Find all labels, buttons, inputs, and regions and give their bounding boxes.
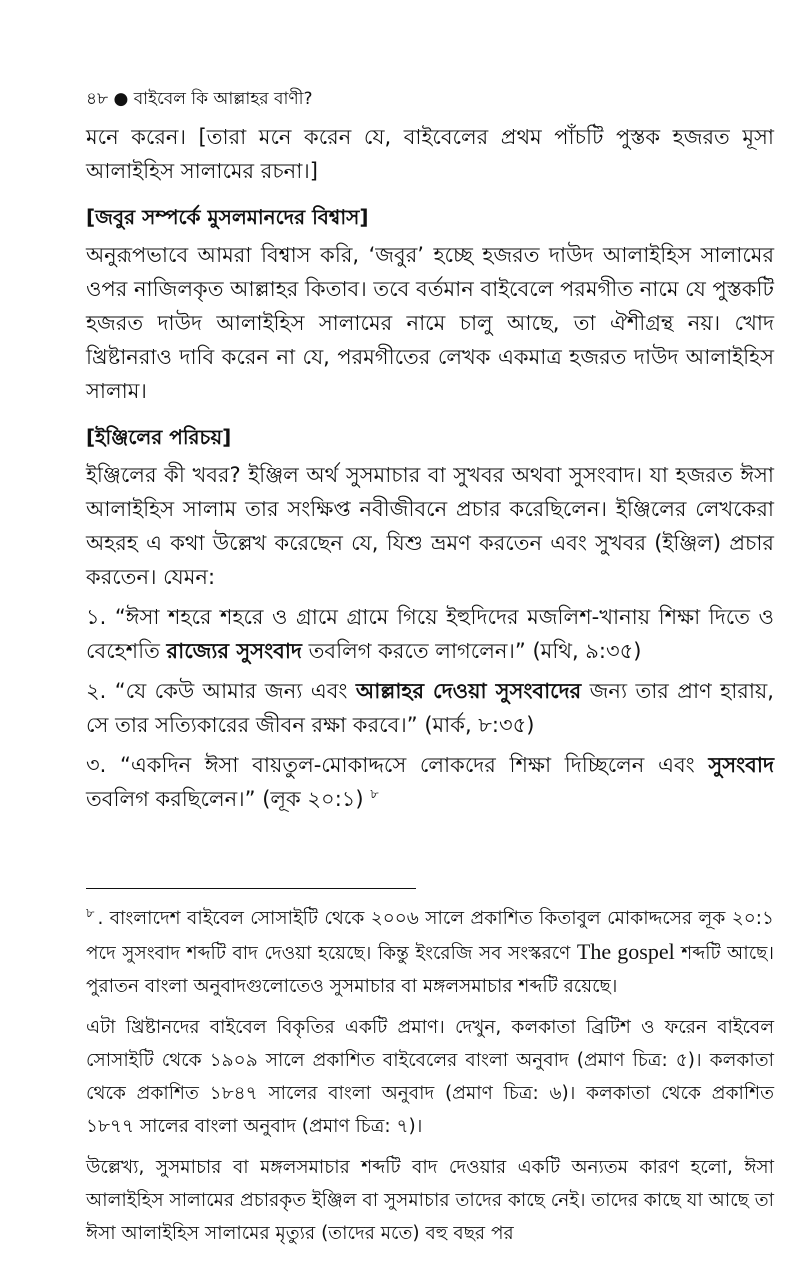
heading-injil: [ইঞ্জিলের পরিচয়] [86,425,232,449]
running-header: ৪৮ ● বাইবেল কি আল্লাহর বাণী? [86,89,313,109]
paragraph-intro: মনে করেন। [তারা মনে করেন যে, বাইবেলের প্রথম পাঁচটি পুস্তক হজরত মূসা আলাইহিস সালামের রচনা।] [86,125,774,183]
footnote-2: এটা খ্রিষ্টানদের বাইবেল বিকৃতির একটি প্রমাণ। দেখুন, কলকাতা ব্রিটিশ ও ফরেন বাইবেল সোসাইটি থেকে ১৯০৯ সালে প্রকাশিত বাইবেলের বাংলা অনুবাদ (প্রমাণ চিত্র: ৫)। কলকাতা থেকে প্রকাশিত ১৮৪৭ সালের বাংলা অনুবাদ (প্রমাণ চিত্র: ৬)। কলকাতা থেকে প্রকাশিত ১৮৭৭ সালের বাংলা অনুবাদ (প্রমাণ চিত্র: ৭)। [86,1017,774,1137]
heading-jabur: [জবুর সম্পর্কে মুসলমানদের বিশ্বাস] [86,205,369,229]
quote-3-text: ৩. “একদিন ঈসা বায়তুল-মোকাদ্দসে লোকদের শিক্ষা দিচ্ছিলেন এবং [86,753,709,777]
footnote-1-text-end: শব্দটি আছে। পুরাতন বাংলা অনুবাদগুলোতেও সুসমাচার বা মঙ্গলসমাচার শব্দটি রয়েছে। [86,943,774,997]
footnote-divider [86,888,416,889]
quote-2 [86,674,774,742]
footnote-1 [86,902,774,1003]
quote-1 [86,600,774,668]
quote-3-emphasis: সুসংবাদ [708,753,774,777]
paragraph-jabur: অনুরূপভাবে আমরা বিশ্বাস করি, ‘জবুর’ হচ্ছে হজরত দাউদ আলাইহিস সালামের ওপর নাজিলকৃত আল্লাহর কিতাব। তবে বর্তমান বাইবেলে পরমগীত নামে যে পুস্তকটি হজরত দাউদ আলাইহিস সালামের নামে চালু আছে, তা ঐশীগ্রন্থ নয়। খোদ খ্রিষ্টানরাও দাবি করেন না যে, পরমগীতের লেখক একমাত্র হজরত দাউদ আলাইহিস সালাম। [86,243,774,403]
quote-3-ref: তবলিগ করছিলেন।” (লূক ২০:১) [86,787,371,811]
quote-2-text: ২. “যে কেউ আমার জন্য এবং [86,679,356,703]
quote-1-ref: তবলিগ করতে লাগলেন।” (মথি, ৯:৩৫) [301,639,642,663]
footnote-mark: ৮ [86,905,95,921]
quote-2-ref: জন্য তার প্রাণ হারায়, সে তার সত্যিকারের জীবন রক্ষা করবে।” (মার্ক, ৮:৩৫) [86,679,774,737]
footnote-reference: ৮ [370,787,379,802]
footnote-3: উল্লেখ্য, সুসমাচার বা মঙ্গলসমাচার শব্দটি বাদ দেওয়ার একটি অন্যতম কারণ হলো, ঈসা আলাইহিস সালামের প্রচারকৃত ইঞ্জিল বা সুসমাচার তাদের কাছে নেই। তাদের কাছে যা আছে তা ঈসা আলাইহিস সালামের মৃত্যুর (তাদের মতে) বহু বছর পর [86,1157,774,1244]
footnote-1-english: The gospel [576,939,675,964]
quote-3 [86,748,774,816]
quote-2-emphasis: আল্লাহর দেওয়া সুসংবাদের [355,679,582,703]
main-text [86,120,774,816]
footnote-1-text: . বাংলাদেশ বাইবেল সোসাইটি থেকে ২০০৬ সালে প্রকাশিত কিতাবুল মোকাদ্দসের লূক ২০:১ পদে সুসংবাদ শব্দটি বাদ দেওয়া হয়েছে। কিন্তু ইংরেজি সব সংস্করণে [86,908,774,964]
footnotes [86,902,774,1250]
quote-1-text: ১. “ঈসা শহরে শহরে ও গ্রামে গ্রামে গিয়ে ইহুদিদের মজলিশ-খানায় শিক্ষা দিতে ও বেহেশতি [86,605,774,663]
paragraph-injil: ইঞ্জিলের কী খবর? ইঞ্জিল অর্থ সুসমাচার বা সুখবর অথবা সুসংবাদ। যা হজরত ঈসা আলাইহিস সালাম তার সংক্ষিপ্ত নবীজীবনে প্রচার করেছিলেন। ইঞ্জিলের লেখকেরা অহরহ এ কথা উল্লেখ করেছেন যে, যিশু ভ্রমণ করতেন এবং সুখবর (ইঞ্জিল) প্রচার করতেন। যেমন: [86,463,774,589]
quote-1-emphasis: রাজ্যের সুসংবাদ [166,639,302,663]
